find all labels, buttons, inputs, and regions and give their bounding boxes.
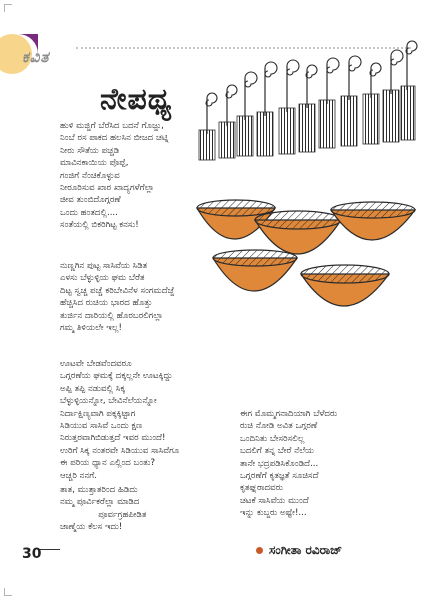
section-label: ಕವಿತ [22,48,50,66]
poem-line: ಸಿಡಿಯುವ ಸಾಸಿವೆ ಒಂದು ಕ್ಷಣ [60,421,143,432]
poem-line: ನಿಂಬೆ ರಸ ಪಾಕದ ಹಲಸಿನ ಬೀಜದ ಚಟ್ನಿ [60,133,169,144]
spice-bowls [197,200,415,306]
poem-line: ದಿಟ್ಟ ಸ್ವಚ್ಚ ಪಚ್ಚೆ ಕರಿಬೇವಿನೆಳ ಸಂಗಮದೆಜ್ಜೆ [60,285,175,296]
poem-stanza-1 [60,120,169,232]
poem-line: ನೀರೂರಿಸುವ ಖಾರ ಖಾದ್ಯಗಳೆಗೆಲ್ಲಾ [60,183,155,194]
bullet-dot-icon [256,547,263,554]
poem-line: ಚಟಕೆ ಸಾಸಿವೆಯ ಮುಂದೆ [240,495,309,506]
poem-stanza-3 [60,358,179,482]
poem-line: ಎಳಸು ಬೆಳ್ಳುಳ್ಳಿಯ ಘಮ ಬೆರೆತ [60,273,145,284]
poem-stanza-5 [240,408,337,520]
page-number: 30 [22,546,42,562]
poem-line: ಪೂರ್ವಗ್ರಹಪೀಡಿತ [60,509,147,520]
poem-line: ಒಗ್ಗರಣೆಯ ಘಮಕ್ಕೆ ದಕ್ಕಲ್ಲನೇ ಊಟಕ್ಕಿದ್ದು [60,371,173,382]
crop-mark-bottom-left [4,588,12,596]
poem-line: ರುಚಿ ನೋಡಿ ಅವಿತ ಒಗ್ಗರಣೆ [240,421,318,432]
poem-stanza-2 [60,260,174,334]
poem-line: ಸಂತೆಯಲ್ಲಿ ಬಿಕರಿಗಿಟ್ಟ ಕನಸು! [60,220,139,231]
poem-line: ಗಂಜಿಗೆ ನೆಂಚಿಕೊಳ್ಳುವ [60,170,120,181]
poem-line: ಊಟವೇ ಬೇಡವೆಂದವರೂ [60,359,132,369]
poem-line: ನಿರುತ್ತರವಾಗಿಬಿಡುತ್ತದೆ ಇವರ ಮುಂದೆ! [60,433,166,444]
poem-line: ನಮ್ಮ ಪೂರ್ವಿಕರೆಲ್ಲಾ ಮಾಡಿದ [60,497,140,508]
poem-line: ಒಂದಿನಿತು ಬೇಸರಿಸಲಿಲ್ಲ [240,433,305,444]
poem-line: ನುಣ್ಣಗಿನ ಪುಟ್ಟ ಸಾಸಿವೆಯ ಸಿಡಿತ [60,261,148,271]
poem-line: ಗಮ್ಮ ತಿಳಿಯಲೇ ಇಲ್ಲ! [60,323,122,334]
author-name: ಸಂಗೀತಾ ರವಿರಾಜ್ [269,543,343,557]
author-signature [256,543,342,558]
poem-line: ಅಪ್ಪಿ ತಪ್ಪಿ ನಡುವಲ್ಲಿ ಸಿಕ್ಕ [60,383,126,394]
poem-line: ನಿರ್ದಾಕ್ಷಿಣ್ಯವಾಗಿ ಪಕ್ಕಕ್ಕಿಟ್ಟಾಗ [60,408,136,419]
poem-line: ಮಾವಿನಕಾಯಿಯ ಪೊಪ್ಪೆ, [60,158,129,169]
poem-line: ಜೀವ ತುಂಬಿದೊಗ್ಗರಣೆ [60,195,121,206]
poem-line: ಈ ಪರಿಯ ಧ್ಯಾನ ಎಲ್ಲಿಂದ ಬಂತು? [60,458,156,469]
poem-line: ತಾನೇ ಭದ್ರಪಡಿಸಿಕೊಂಡಿದೆ... [240,458,319,469]
poem-line: ತಾತ, ಮುತ್ತಾತರಿಂದ ಹಿಡಿದು [60,485,138,495]
poem-line: ಬೆಳ್ಳುಳ್ಳಿಯನ್ನೋ, ಬೇವಿನೆಲೆಯನ್ನೋ [60,396,157,407]
poem-stanza-4 [60,484,146,534]
poem-line: ಹೆಚ್ಚಿಸಿದ ರುಚಿಯ ಭಾರದ ಹೊತ್ತು [60,298,153,309]
poem-line: ಒಗ್ಗರಣೆಗೆ ಕೃತಜ್ಞತೆ ಸೂಚಿಸದೆ [240,471,319,482]
poem-line: ನೀರು ಸೌತೆಯ ಪಚ್ಚಡಿ [60,145,120,156]
poem-line: ಒಂದು ಹಂತದಲ್ಲಿ.... [60,207,118,218]
poem-line: ಬದಲಿಗೆ ತನ್ನ ಬೇರೆ ನೆಲೆಯ [240,446,315,457]
poem-line: ಹುಳಿ ಮಜ್ಜಿಗೆ ಬೆರೆಸಿದ ಬದನೆ ಗೊಜ್ಜು, [60,121,164,131]
poem-line: ಆಚ್ಚರಿ ನನಗೆ. [60,470,97,481]
poem-title: ನೇಪಥ್ಯ [100,82,173,117]
poem-line: ತುರ್ಜಿನ ದಾರಿಯಲ್ಲಿ ಹೊರಬರಲಿಗಲ್ಲಾ [60,310,164,321]
crop-mark-top-left [4,4,12,12]
poem-line: ಕೃತಘ್ನರಾದವರು [240,483,283,494]
poem-line: ಇನ್ನು ಕುಬ್ಜರು ಅಷ್ಟೇ!... [240,508,307,519]
poem-line: ಜಾಣ್ಮೆಯ ಕೆಲಸ ಇದು! [60,522,123,533]
poem-line: ಉರಿಗೆ ಸಿಕ್ಕ ನಂತರವೇ ಸಿಡಿಯುವ ಸಾಸಿವೆಗೂ [60,445,180,456]
poem-line: ಈಗ ಮೊಮ್ಮಗನಾದಿಯಾಗಿ ಬೆಳೆದರು [240,409,338,419]
spice-bowls-illustration [193,38,421,330]
